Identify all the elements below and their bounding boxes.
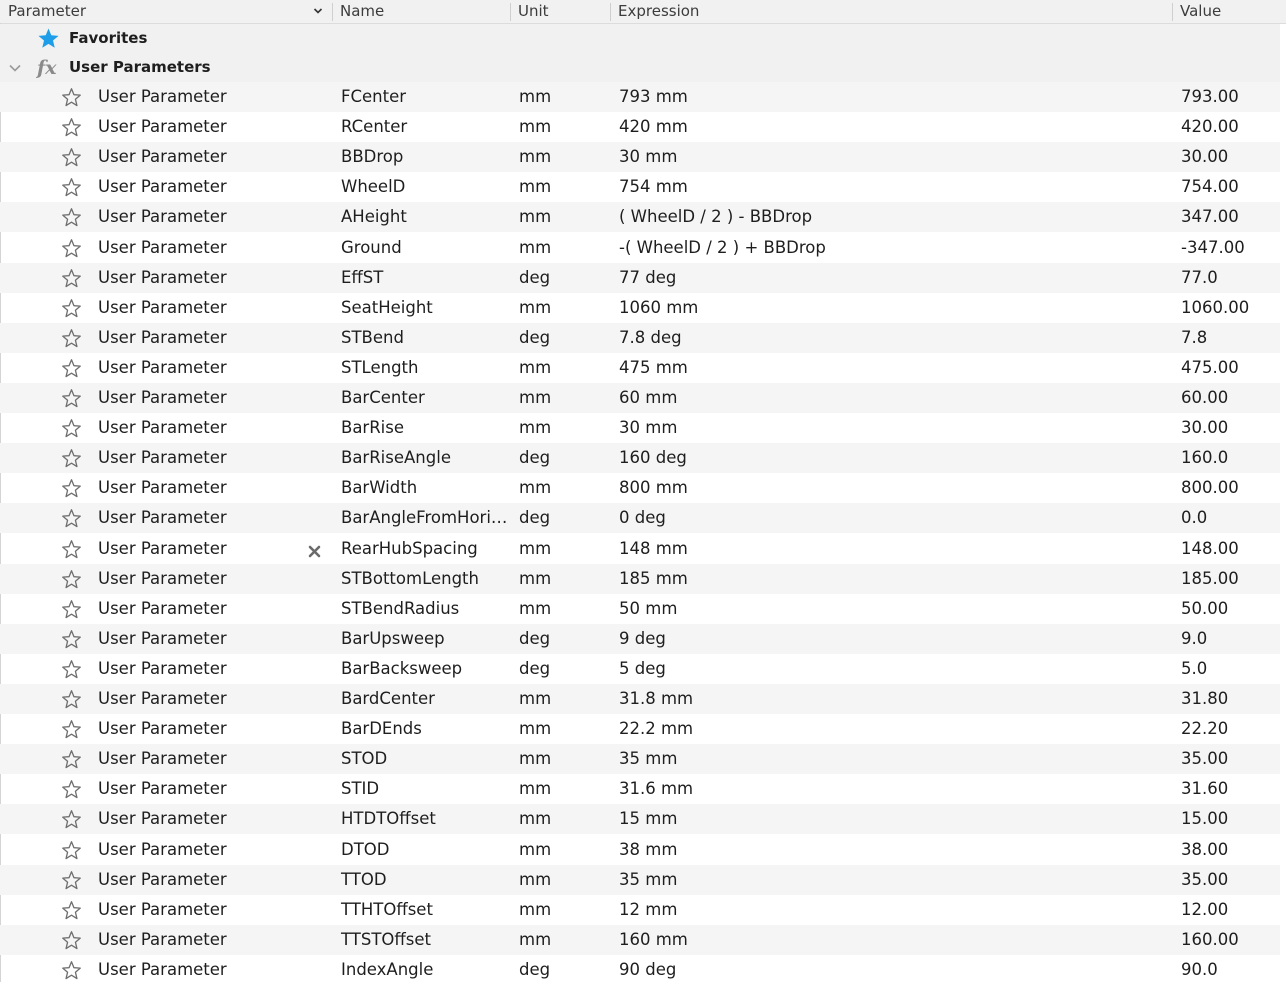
- table-row[interactable]: [0, 353, 1280, 383]
- table-row[interactable]: [0, 564, 1280, 594]
- parameter-type: User Parameter: [98, 117, 227, 137]
- star-outline-icon[interactable]: [61, 298, 82, 319]
- fx-function-icon: [36, 55, 62, 80]
- parameter-value: 35.00: [1181, 749, 1229, 769]
- parameter-name[interactable]: BarUpsweep: [341, 628, 445, 648]
- table-row[interactable]: [0, 293, 1280, 323]
- parameter-type: User Parameter: [98, 87, 227, 106]
- star-outline-icon[interactable]: [61, 268, 82, 289]
- table-row[interactable]: [0, 263, 1280, 293]
- parameter-expression[interactable]: 9 deg: [619, 628, 666, 648]
- parameter-type: User Parameter: [98, 628, 227, 648]
- parameter-expression[interactable]: 31.6 mm: [619, 779, 694, 799]
- star-outline-icon[interactable]: [61, 900, 82, 921]
- column-divider[interactable]: [510, 3, 511, 21]
- parameter-unit[interactable]: deg: [519, 628, 551, 648]
- parameter-expression[interactable]: 0 deg: [619, 508, 666, 528]
- group-favorites[interactable]: [0, 24, 1280, 53]
- column-divider[interactable]: [1172, 3, 1173, 21]
- parameter-name[interactable]: RearHubSpacing: [341, 538, 478, 558]
- parameter-expression[interactable]: 5 deg: [619, 658, 666, 678]
- parameter-name[interactable]: STOD: [341, 749, 388, 769]
- parameter-unit[interactable]: mm: [519, 117, 552, 137]
- table-row[interactable]: [0, 534, 1280, 564]
- parameter-name[interactable]: STBend: [341, 327, 404, 347]
- parameter-name[interactable]: BarCenter: [341, 388, 425, 407]
- parameter-type: User Parameter: [98, 177, 227, 197]
- parameter-name[interactable]: BarBacksweep: [341, 658, 463, 678]
- parameter-unit[interactable]: mm: [519, 147, 552, 167]
- parameter-unit[interactable]: deg: [519, 448, 551, 468]
- table-row[interactable]: [0, 774, 1280, 804]
- chevron-down-icon[interactable]: [8, 62, 22, 74]
- parameter-expression[interactable]: 185 mm: [619, 568, 688, 588]
- parameter-expression[interactable]: ( WheelD / 2 ) - BBDrop: [619, 207, 813, 227]
- table-row[interactable]: [0, 804, 1280, 834]
- parameter-expression[interactable]: 160 deg: [619, 448, 687, 468]
- star-outline-icon[interactable]: [61, 779, 82, 800]
- parameter-name[interactable]: DTOD: [341, 839, 390, 859]
- parameter-value: 160.00: [1181, 929, 1239, 949]
- parameter-unit[interactable]: mm: [519, 929, 552, 949]
- table-row[interactable]: [0, 744, 1280, 774]
- table-row[interactable]: [0, 202, 1280, 232]
- parameter-value: 0.0: [1181, 508, 1208, 528]
- parameter-expression[interactable]: 800 mm: [619, 478, 688, 498]
- star-outline-icon[interactable]: [61, 689, 82, 710]
- star-outline-icon[interactable]: [61, 418, 82, 439]
- parameter-expression[interactable]: 60 mm: [619, 388, 678, 407]
- parameter-unit[interactable]: deg: [519, 327, 551, 347]
- parameter-unit[interactable]: mm: [519, 87, 552, 106]
- parameter-name[interactable]: BarRiseAngle: [341, 448, 451, 468]
- table-row[interactable]: [0, 233, 1280, 263]
- parameter-unit[interactable]: mm: [519, 237, 552, 257]
- parameter-value: 35.00: [1181, 869, 1229, 889]
- parameter-name[interactable]: BarAngleFromHori…: [341, 508, 508, 528]
- star-outline-icon[interactable]: [61, 870, 82, 891]
- parameter-unit[interactable]: mm: [519, 388, 552, 407]
- parameter-type: User Parameter: [98, 297, 227, 317]
- svg-text:fx: fx: [37, 57, 57, 79]
- parameter-type: User Parameter: [98, 689, 227, 708]
- parameter-unit[interactable]: mm: [519, 297, 552, 317]
- parameter-type: User Parameter: [98, 719, 227, 739]
- parameter-unit[interactable]: mm: [519, 869, 552, 889]
- parameter-type: User Parameter: [98, 237, 227, 257]
- parameter-unit[interactable]: mm: [519, 598, 552, 618]
- star-outline-icon[interactable]: [61, 207, 82, 228]
- parameter-expression[interactable]: 12 mm: [619, 899, 678, 919]
- table-row[interactable]: [0, 594, 1280, 624]
- parameter-unit[interactable]: deg: [519, 959, 551, 979]
- parameter-value: 1060.00: [1181, 297, 1250, 317]
- star-outline-icon[interactable]: [61, 930, 82, 951]
- table-row[interactable]: [0, 473, 1280, 503]
- parameter-name[interactable]: EffST: [341, 267, 384, 287]
- parameter-type: User Parameter: [98, 598, 227, 618]
- column-header-expression[interactable]: Expression: [618, 2, 700, 20]
- table-row[interactable]: [0, 714, 1280, 744]
- x-icon[interactable]: [308, 543, 321, 556]
- parameter-expression[interactable]: 148 mm: [619, 538, 688, 558]
- parameter-expression[interactable]: 31.8 mm: [619, 689, 694, 708]
- table-row[interactable]: [0, 835, 1280, 865]
- star-outline-icon[interactable]: [61, 388, 82, 409]
- parameter-value: 60.00: [1181, 388, 1229, 407]
- parameter-value: 30.00: [1181, 147, 1229, 167]
- parameter-name[interactable]: STID: [341, 779, 380, 799]
- parameter-expression[interactable]: 35 mm: [619, 869, 678, 889]
- parameter-name[interactable]: TTSTOffset: [341, 929, 431, 949]
- star-outline-icon[interactable]: [61, 659, 82, 680]
- parameter-expression[interactable]: 475 mm: [619, 357, 688, 377]
- parameter-value: 38.00: [1181, 839, 1229, 859]
- parameter-value: 15.00: [1181, 809, 1229, 829]
- table-row[interactable]: [0, 895, 1280, 925]
- star-outline-icon[interactable]: [61, 840, 82, 861]
- parameter-name[interactable]: RCenter: [341, 117, 408, 137]
- parameter-name[interactable]: SeatHeight: [341, 297, 433, 317]
- table-row[interactable]: [0, 82, 1280, 112]
- table-row[interactable]: [0, 142, 1280, 172]
- column-header-unit[interactable]: Unit: [518, 2, 549, 20]
- parameter-expression[interactable]: 38 mm: [619, 839, 678, 859]
- parameter-expression[interactable]: 90 deg: [619, 959, 677, 979]
- parameter-type: User Parameter: [98, 568, 227, 588]
- parameter-name[interactable]: STBendRadius: [341, 598, 460, 618]
- parameter-value: 22.20: [1181, 719, 1229, 739]
- column-header-value[interactable]: Value: [1180, 2, 1222, 20]
- parameter-expression[interactable]: 420 mm: [619, 117, 688, 137]
- table-header: [0, 0, 1286, 24]
- parameter-value: 754.00: [1181, 177, 1239, 197]
- star-outline-icon[interactable]: [61, 478, 82, 499]
- table-row[interactable]: [0, 413, 1280, 443]
- group-label-user-parameters: User Parameters: [69, 58, 211, 76]
- parameter-value: 7.8: [1181, 327, 1208, 347]
- parameter-value: 9.0: [1181, 628, 1208, 648]
- parameter-type: User Parameter: [98, 538, 227, 558]
- parameter-name[interactable]: AHeight: [341, 207, 407, 227]
- parameter-type: User Parameter: [98, 929, 227, 949]
- star-outline-icon[interactable]: [61, 238, 82, 259]
- parameter-type: User Parameter: [98, 267, 227, 287]
- parameter-expression[interactable]: -( WheelD / 2 ) + BBDrop: [619, 237, 826, 257]
- parameter-value: 800.00: [1181, 478, 1239, 498]
- parameter-unit[interactable]: mm: [519, 719, 552, 739]
- parameter-type: User Parameter: [98, 357, 227, 377]
- parameter-type: User Parameter: [98, 448, 227, 468]
- parameter-unit[interactable]: mm: [519, 418, 552, 438]
- parameter-value: 5.0: [1181, 658, 1208, 678]
- parameter-type: User Parameter: [98, 779, 227, 799]
- star-outline-icon[interactable]: [61, 328, 82, 349]
- parameter-expression[interactable]: 754 mm: [619, 177, 688, 197]
- column-header-name[interactable]: Name: [340, 2, 385, 20]
- parameter-name[interactable]: TTHTOffset: [341, 899, 433, 919]
- star-outline-icon[interactable]: [61, 719, 82, 740]
- parameter-type: User Parameter: [98, 207, 227, 227]
- parameter-name[interactable]: BarRise: [341, 418, 405, 438]
- parameter-expression[interactable]: 160 mm: [619, 929, 688, 949]
- parameter-name[interactable]: BBDrop: [341, 147, 404, 167]
- parameter-expression[interactable]: 15 mm: [619, 809, 678, 829]
- table-row[interactable]: [0, 684, 1280, 714]
- parameter-expression[interactable]: 793 mm: [619, 87, 688, 106]
- parameter-unit[interactable]: mm: [519, 689, 552, 708]
- star-outline-icon[interactable]: [61, 117, 82, 138]
- table-row[interactable]: [0, 654, 1280, 684]
- parameter-type: User Parameter: [98, 959, 227, 979]
- parameter-unit[interactable]: mm: [519, 749, 552, 769]
- star-outline-icon[interactable]: [61, 539, 82, 560]
- star-outline-icon[interactable]: [61, 749, 82, 770]
- parameter-value: 420.00: [1181, 117, 1239, 137]
- star-outline-icon[interactable]: [61, 177, 82, 198]
- parameter-name[interactable]: HTDTOffset: [341, 809, 436, 829]
- parameter-unit[interactable]: deg: [519, 658, 551, 678]
- column-divider[interactable]: [332, 3, 333, 21]
- parameter-type: User Parameter: [98, 508, 227, 528]
- parameter-value: 12.00: [1181, 899, 1229, 919]
- parameter-value: 50.00: [1181, 598, 1229, 618]
- parameter-expression[interactable]: 1060 mm: [619, 297, 699, 317]
- parameter-value: 30.00: [1181, 418, 1229, 438]
- table-row[interactable]: [0, 955, 1280, 985]
- table-row[interactable]: [0, 865, 1280, 895]
- parameter-value: -347.00: [1181, 237, 1245, 257]
- parameter-unit[interactable]: mm: [519, 809, 552, 829]
- parameter-value: 31.60: [1181, 779, 1229, 799]
- parameter-value: 185.00: [1181, 568, 1239, 588]
- parameter-type: User Parameter: [98, 869, 227, 889]
- parameter-name[interactable]: BardCenter: [341, 689, 435, 708]
- parameter-expression[interactable]: 7.8 deg: [619, 327, 682, 347]
- parameter-type: User Parameter: [98, 809, 227, 829]
- parameter-type: User Parameter: [98, 327, 227, 347]
- star-outline-icon[interactable]: [61, 87, 82, 108]
- parameter-value: 148.00: [1181, 538, 1239, 558]
- parameter-name[interactable]: STBottomLength: [341, 568, 479, 588]
- star-outline-icon[interactable]: [61, 508, 82, 529]
- filled-star-icon: [37, 27, 60, 50]
- chevron-down-icon[interactable]: [312, 5, 324, 17]
- parameter-type: User Parameter: [98, 478, 227, 498]
- parameter-expression[interactable]: 30 mm: [619, 147, 678, 167]
- star-outline-icon[interactable]: [61, 960, 82, 981]
- parameter-type: User Parameter: [98, 839, 227, 859]
- parameter-name[interactable]: BarDEnds: [341, 719, 422, 739]
- parameter-unit[interactable]: mm: [519, 538, 552, 558]
- parameter-type: User Parameter: [98, 418, 227, 438]
- parameter-unit[interactable]: mm: [519, 357, 552, 377]
- parameter-type: User Parameter: [98, 749, 227, 769]
- group-label-favorites: Favorites: [69, 29, 148, 47]
- parameter-unit[interactable]: mm: [519, 899, 552, 919]
- parameter-type: User Parameter: [98, 388, 227, 407]
- table-row[interactable]: [0, 112, 1280, 142]
- column-header-parameter[interactable]: Parameter: [8, 2, 87, 20]
- table-row[interactable]: [0, 925, 1280, 955]
- parameter-type: User Parameter: [98, 899, 227, 919]
- star-outline-icon[interactable]: [61, 147, 82, 168]
- parameter-name[interactable]: STLength: [341, 357, 419, 377]
- parameter-value: 160.0: [1181, 448, 1229, 468]
- parameter-name[interactable]: Ground: [341, 237, 402, 257]
- star-outline-icon[interactable]: [61, 448, 82, 469]
- parameter-expression[interactable]: 50 mm: [619, 598, 678, 618]
- parameter-name[interactable]: BarWidth: [341, 478, 418, 498]
- parameter-unit[interactable]: deg: [519, 508, 551, 528]
- star-outline-icon[interactable]: [61, 629, 82, 650]
- star-outline-icon[interactable]: [61, 599, 82, 620]
- table-row[interactable]: [0, 323, 1280, 353]
- parameter-name[interactable]: FCenter: [341, 87, 407, 106]
- parameter-unit[interactable]: mm: [519, 177, 552, 197]
- parameter-unit[interactable]: mm: [519, 478, 552, 498]
- parameter-value: 31.80: [1181, 689, 1229, 708]
- star-outline-icon[interactable]: [61, 358, 82, 379]
- table-row[interactable]: [0, 624, 1280, 654]
- parameter-unit[interactable]: mm: [519, 779, 552, 799]
- table-row[interactable]: [0, 443, 1280, 473]
- parameter-name[interactable]: WheelD: [341, 177, 406, 197]
- parameter-value: 90.0: [1181, 959, 1218, 979]
- table-row[interactable]: [0, 503, 1280, 533]
- parameter-name[interactable]: TTOD: [341, 869, 387, 889]
- parameter-name[interactable]: IndexAngle: [341, 959, 434, 979]
- table-row[interactable]: [0, 172, 1280, 202]
- parameter-value: 475.00: [1181, 357, 1239, 377]
- parameter-unit[interactable]: mm: [519, 568, 552, 588]
- column-divider[interactable]: [610, 3, 611, 21]
- parameter-value: 77.0: [1181, 267, 1218, 287]
- parameter-value: 793.00: [1181, 87, 1239, 106]
- parameter-unit[interactable]: mm: [519, 207, 552, 227]
- parameter-expression[interactable]: 77 deg: [619, 267, 677, 287]
- parameter-type: User Parameter: [98, 658, 227, 678]
- parameter-type: User Parameter: [98, 147, 227, 167]
- parameter-unit[interactable]: deg: [519, 267, 551, 287]
- star-outline-icon[interactable]: [61, 809, 82, 830]
- parameter-expression[interactable]: 30 mm: [619, 418, 678, 438]
- parameter-expression[interactable]: 35 mm: [619, 749, 678, 769]
- parameter-expression[interactable]: 22.2 mm: [619, 719, 694, 739]
- group-user-parameters[interactable]: [0, 53, 1280, 82]
- parameter-unit[interactable]: mm: [519, 839, 552, 859]
- parameter-value: 347.00: [1181, 207, 1239, 227]
- star-outline-icon[interactable]: [61, 569, 82, 590]
- table-row[interactable]: [0, 383, 1280, 413]
